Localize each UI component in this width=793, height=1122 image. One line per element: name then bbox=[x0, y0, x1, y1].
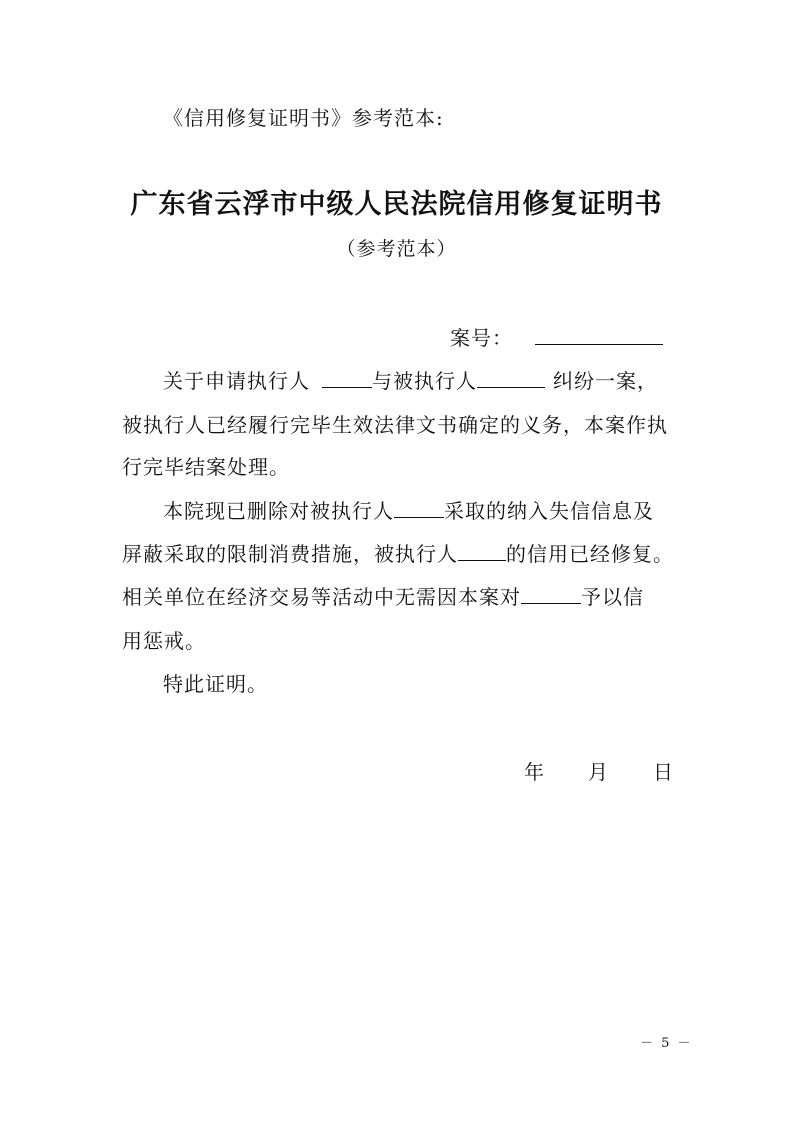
respondent-label: 与被执行人 bbox=[372, 369, 477, 393]
paragraph2-text-c: 屏蔽采取的限制消费措施，被执行人 bbox=[122, 542, 458, 566]
case-number-blank bbox=[535, 326, 663, 345]
case-number-label: 案号： bbox=[450, 326, 513, 350]
case-number-row bbox=[450, 324, 663, 352]
paragraph1-line2: 被执行人已经履行完毕生效法律文书确定的义务，本案作执 bbox=[122, 413, 668, 437]
paragraph2-text-b: 采取的纳入失信信息及 bbox=[444, 499, 654, 523]
paragraph2-text-f: 予以信 bbox=[581, 585, 644, 609]
respondent-blank-4 bbox=[521, 585, 581, 604]
paragraph1-line1 bbox=[163, 367, 658, 395]
paragraph1-line3: 行完毕结案处理。 bbox=[122, 455, 290, 479]
document-subtitle: （参考范本） bbox=[336, 238, 457, 260]
paragraph2-line4: 用惩戒。 bbox=[122, 629, 206, 653]
date-year: 年 bbox=[524, 760, 545, 784]
paragraph2-text-a: 本院现已删除对被执行人 bbox=[163, 499, 394, 523]
respondent-blank-3 bbox=[458, 542, 506, 561]
page-number: － 5 － bbox=[640, 1036, 693, 1051]
paragraph2-text-e: 相关单位在经济交易等活动中无需因本案对 bbox=[122, 585, 521, 609]
respondent-blank bbox=[477, 369, 545, 388]
reference-heading: 《信用修复证明书》参考范本: bbox=[163, 106, 444, 130]
dispute-text: 纠纷一案， bbox=[553, 369, 658, 393]
document-title: 广东省云浮市中级人民法院信用修复证明书 bbox=[130, 189, 663, 220]
paragraph2-line3 bbox=[122, 583, 644, 611]
date-day: 日 bbox=[653, 760, 674, 784]
date-month: 月 bbox=[588, 760, 609, 784]
certification-statement: 特此证明。 bbox=[163, 672, 268, 696]
paragraph2-line2 bbox=[122, 540, 674, 568]
applicant-blank bbox=[322, 369, 372, 388]
respondent-blank-2 bbox=[394, 499, 444, 518]
applicant-label: 关于申请执行人 bbox=[163, 369, 310, 393]
paragraph2-line1 bbox=[163, 497, 654, 525]
paragraph2-text-d: 的信用已经修复。 bbox=[506, 542, 674, 566]
